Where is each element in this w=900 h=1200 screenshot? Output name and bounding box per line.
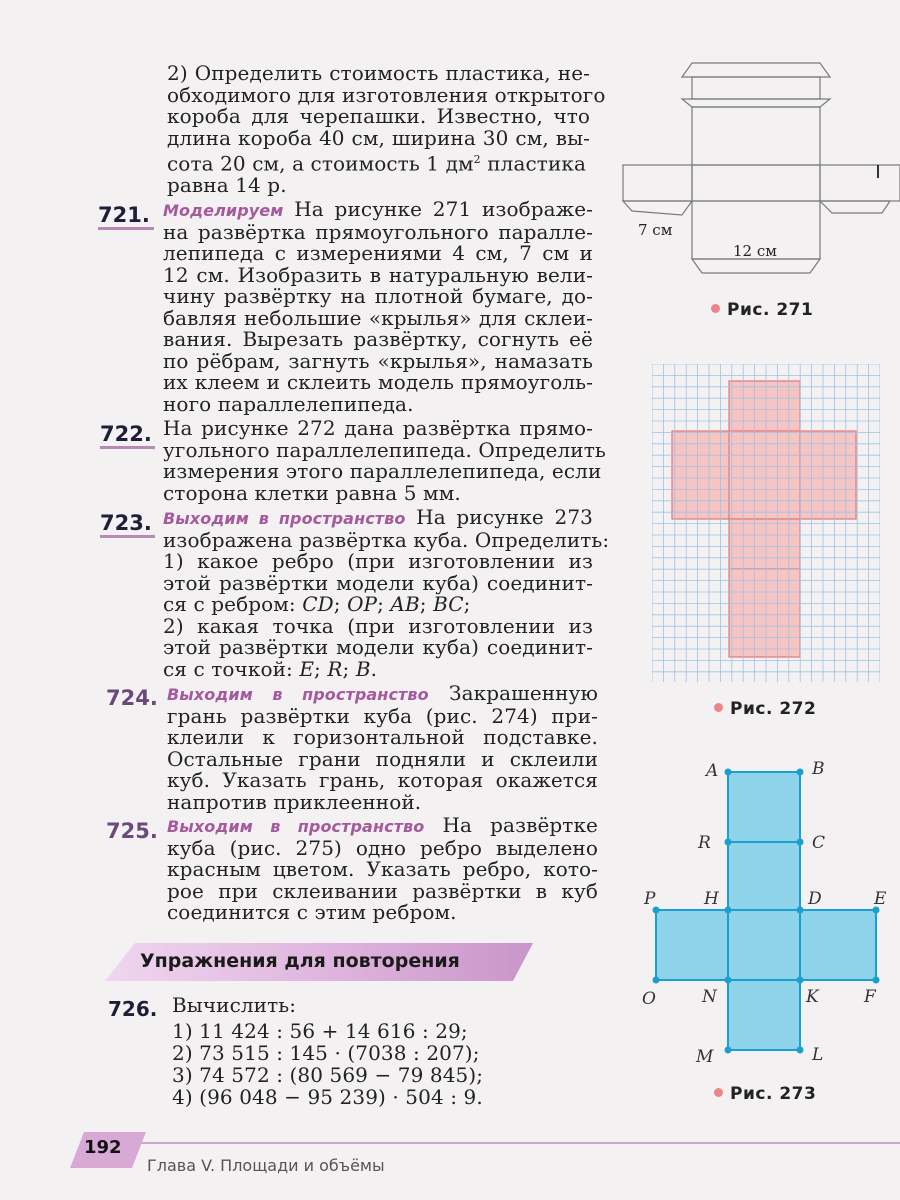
edge-label: AB (390, 592, 420, 616)
text-line: угольного параллелепипеда. Определить (163, 437, 606, 462)
text-line (167, 149, 590, 175)
text-line: чину развёртку на плотной бумаге, до- (163, 284, 593, 308)
text-fragment: сота 20 см, а стоимость 1 дм (167, 151, 474, 176)
caption-text: Рис. 271 (727, 300, 814, 320)
text-line: напротив приклеенной. (167, 789, 422, 814)
grid-lines (652, 364, 880, 682)
exercise-721-text (163, 199, 593, 415)
text-line: измерения этого параллелепипеда, если (163, 459, 602, 483)
text-line (163, 507, 593, 530)
text-line: красным цветом. Указать ребро, кото- (167, 857, 598, 881)
point-label: D (808, 889, 822, 909)
exercise-726-intro: Вычислить: (172, 993, 297, 1017)
text-line: этой развёртки модели куба) соединит- (163, 635, 593, 659)
text-fragment: пластика (480, 151, 587, 176)
edge-label: OP (347, 592, 378, 616)
text-line: короба для черепашки. Известно, что (167, 104, 590, 128)
text-line: ного параллелепипеда. (163, 391, 414, 416)
text-line: ся с точкой: E; R; B. (163, 656, 378, 681)
edge-label: BC (433, 592, 464, 616)
point-label: F (864, 987, 876, 1007)
point-label: P (644, 889, 656, 909)
point-label: E (299, 656, 315, 681)
text-line: соединится с этим ребром. (167, 900, 457, 924)
list-item: 1) 11 424 : 56 + 14 616 : 29; (172, 1019, 468, 1043)
point-label: R (327, 656, 343, 681)
point-label: K (806, 987, 819, 1007)
text-line: 2) какая точка (при изготовлении из (163, 613, 593, 638)
text-line: изображена развёртка куба. Определить: (163, 527, 610, 552)
point-label: C (812, 833, 826, 853)
exercise-number: 725. (106, 819, 158, 843)
text-line (163, 199, 593, 222)
text-line: обходимого для изготовления открытого (167, 82, 606, 107)
point-label: R (698, 833, 711, 853)
text-line: на развёртка прямоугольного паралле- (163, 219, 593, 244)
page-number: 192 (84, 1137, 122, 1158)
exercise-723-text (163, 505, 610, 681)
exercise-tag: Выходим в пространство (167, 685, 429, 704)
text-line: 1) какое ребро (при изготовлении из (163, 549, 593, 573)
pink-net (672, 381, 856, 657)
number-underline (98, 227, 154, 230)
text-line: этой развёртки модели куба) соединит- (163, 570, 593, 595)
point-label: N (702, 987, 717, 1007)
text-fragment: На рисунке 271 изображе- (283, 197, 593, 221)
text-line: длина короба 40 см, ширина 30 см, вы- (167, 125, 590, 150)
bullet-icon (714, 703, 723, 712)
text-line: рое при склеивании развёртки в куб (167, 878, 598, 903)
bullet-icon (711, 304, 720, 313)
text-line: их клеем и склеить модель прямоуголь- (163, 370, 593, 394)
text-line: Остальные грани подняли и склеили (167, 746, 598, 771)
exercise-number: 722. (100, 422, 152, 446)
point-label: H (704, 889, 719, 909)
text-line: ся с ребром: CD; OP; AB; BC; (163, 592, 471, 616)
exercise-number: 721. (98, 203, 150, 227)
text-fragment: ся с точкой: (163, 656, 300, 681)
exercise-number: 726. (108, 997, 158, 1021)
superscript: 2 (473, 153, 481, 166)
figure-273-cube-net (630, 752, 900, 1070)
exercise-tag: Выходим в пространство (167, 817, 425, 836)
text-fragment: Закрашенную (428, 681, 598, 705)
point-label: B (355, 656, 371, 681)
caption-text: Рис. 272 (730, 699, 817, 719)
exercise-720-continuation (167, 61, 606, 198)
text-line: 2) Определить стоимость пластика, не- (167, 61, 590, 85)
figure-272-grid-net (652, 364, 880, 682)
point-label: E (874, 889, 887, 909)
chapter-title: Глава V. Площади и объёмы (147, 1156, 385, 1175)
point-label: A (706, 761, 719, 781)
text-line: сторона клетки равна 5 мм. (163, 480, 461, 505)
exercise-726-list (172, 1020, 483, 1108)
text-line (167, 815, 598, 838)
text-line: по рёбрам, загнуть «крылья», намазать (163, 348, 593, 373)
figure-caption (711, 300, 813, 320)
figure-271-box-net (620, 55, 900, 285)
text-line: клеили к горизонтальной подставке. (167, 725, 598, 749)
point-label: B (812, 759, 825, 779)
text-fragment: На рисунке 273 (405, 505, 593, 529)
figure-caption (714, 699, 816, 719)
number-underline (100, 535, 155, 538)
text-line: лепипеда с измерениями 4 см, 7 см и (163, 241, 593, 265)
caption-text: Рис. 273 (730, 1084, 817, 1104)
text-line: вания. Вырезать развёртку, согнуть её (163, 327, 593, 351)
text-line: равна 14 р. (167, 173, 287, 198)
exercise-tag: Моделируем (163, 201, 284, 220)
text-line: грань развёртки куба (рис. 274) при- (167, 703, 598, 728)
text-line: куба (рис. 275) одно ребро выделено (167, 835, 598, 860)
exercise-number: 723. (100, 511, 152, 535)
list-item: 3) 74 572 : (80 569 − 79 845); (172, 1063, 484, 1087)
exercise-tag: Выходим в пространство (163, 509, 406, 528)
text-line: На рисунке 272 дана развёртка прямо- (163, 416, 593, 440)
point-label: M (696, 1047, 714, 1067)
footer-divider (140, 1142, 900, 1144)
bullet-icon (714, 1088, 723, 1097)
point-label: L (812, 1045, 824, 1065)
figure-caption (714, 1084, 816, 1104)
text-line: бавляя небольшие «крылья» для склеи- (163, 305, 593, 330)
number-underline (100, 446, 155, 449)
exercise-722-text (163, 416, 606, 505)
text-fragment: ся с ребром: (163, 592, 303, 616)
label-width: 7 см (638, 221, 673, 239)
point-label: O (642, 989, 656, 1009)
section-title: Упражнения для повторения (140, 950, 460, 972)
exercise-725-text (167, 815, 598, 924)
exercise-number: 724. (106, 686, 158, 710)
text-line (167, 683, 598, 706)
text-line: куб. Указать грань, которая окажется (167, 768, 598, 792)
text-line: 12 см. Изобразить в натуральную вели- (163, 262, 593, 287)
edge-label: CD (302, 592, 334, 616)
list-item: 2) 73 515 : 145 · (7038 : 207); (172, 1041, 480, 1065)
exercise-724-text (167, 683, 598, 813)
text-fragment: На развёртке (424, 813, 598, 837)
label-length: 12 см (733, 242, 777, 260)
list-item: 4) (96 048 − 95 239) · 504 : 9. (172, 1085, 483, 1109)
